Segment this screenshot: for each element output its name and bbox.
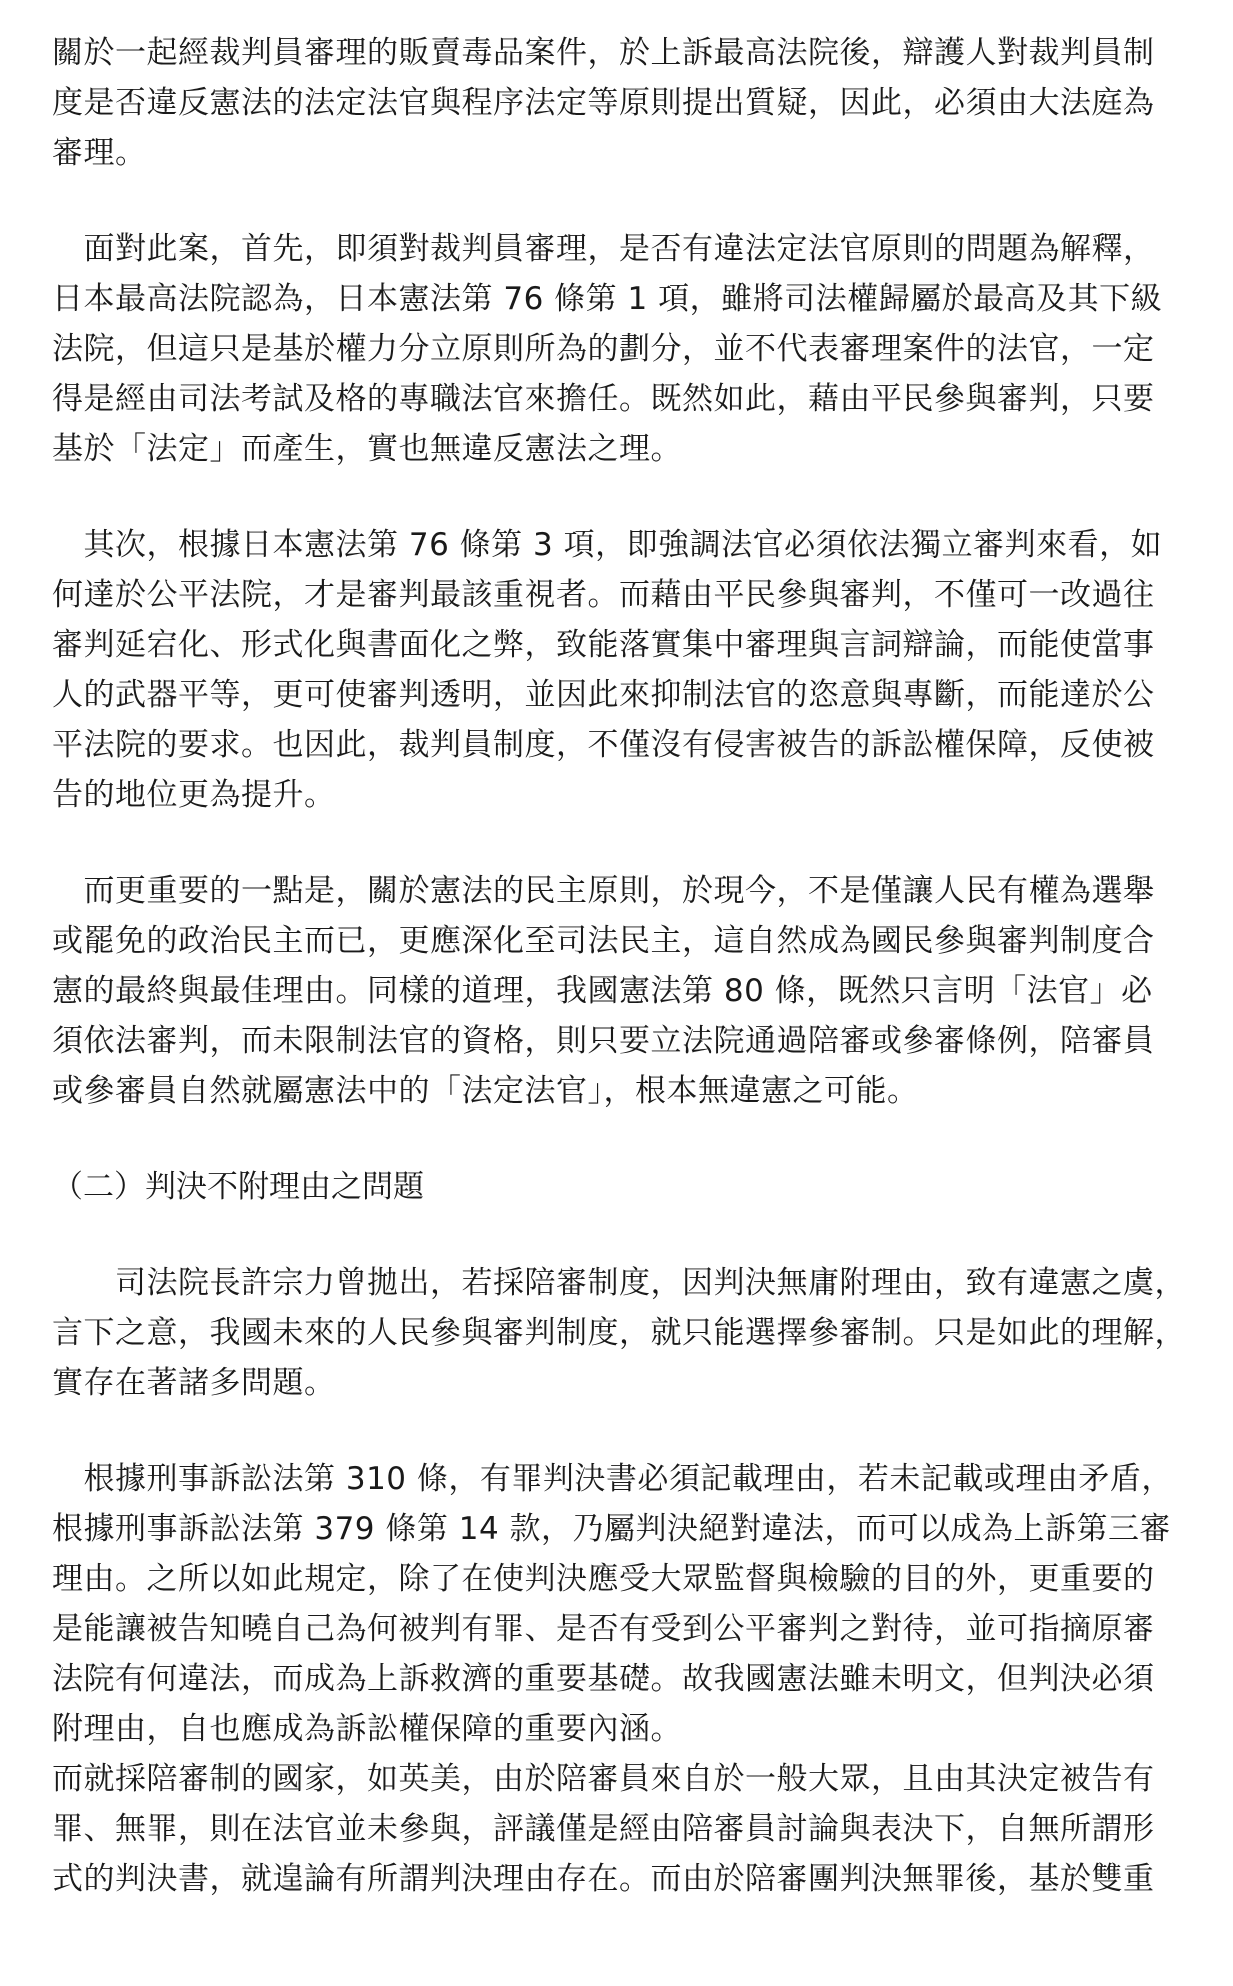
text-line: 得是經由司法考試及格的專職法官來擔任。既然如此，藉由平民參與審判，只要 xyxy=(52,381,1155,417)
text-line: 或罷免的政治民主而已，更應深化至司法民主，這自然成為國民參與審判制度合 xyxy=(52,923,1155,959)
text-line: 根據刑事訴訟法第 310 條，有罪判決書必須記載理由，若未記載或理由矛盾， xyxy=(52,1461,1173,1497)
document-page xyxy=(52,28,1202,1904)
text-line: 審理。 xyxy=(52,135,147,171)
text-line: 法院有何違法，而成為上訴救濟的重要基礎。故我國憲法雖未明文，但判決必須 xyxy=(52,1661,1155,1697)
text-line: 面對此案，首先，即須對裁判員審理，是否有違法定法官原則的問題為解釋， xyxy=(52,231,1155,267)
section-heading: （二）判決不附理由之問題 xyxy=(52,1169,424,1205)
paragraph-5 xyxy=(52,1258,1202,1408)
text-line: 式的判決書，就遑論有所謂判決理由存在。而由於陪審團判決無罪後，基於雙重 xyxy=(52,1861,1155,1897)
text-line: 基於「法定」而產生，實也無違反憲法之理。 xyxy=(52,431,682,467)
text-line: 人的武器平等，更可使審判透明，並因此來抑制法官的恣意與專斷，而能達於公 xyxy=(52,677,1155,713)
text-line: 審判延宕化、形式化與書面化之弊，致能落實集中審理與言詞辯論，而能使當事 xyxy=(52,627,1155,663)
text-line: 附理由，自也應成為訴訟權保障的重要內涵。 xyxy=(52,1711,682,1747)
text-line: 平法院的要求。也因此，裁判員制度，不僅沒有侵害被告的訴訟權保障，反使被 xyxy=(52,727,1155,763)
text-line: 日本最高法院認為，日本憲法第 76 條第 1 項，雖將司法權歸屬於最高及其下級 xyxy=(52,281,1163,317)
paragraph-1 xyxy=(52,28,1202,178)
text-line: 法院，但這只是基於權力分立原則所為的劃分，並不代表審理案件的法官，一定 xyxy=(52,331,1155,367)
paragraph-2 xyxy=(52,224,1202,474)
text-line: 言下之意，我國未來的人民參與審判制度，就只能選擇參審制。只是如此的理解， xyxy=(52,1315,1186,1351)
text-line: 根據刑事訴訟法第 379 條第 14 款，乃屬判決絕對違法，而可以成為上訴第三審 xyxy=(52,1511,1172,1547)
text-line: 何達於公平法院，才是審判最該重視者。而藉由平民參與審判，不僅可一改過往 xyxy=(52,577,1155,613)
paragraph-4 xyxy=(52,866,1202,1116)
paragraph-6 xyxy=(52,1454,1202,1754)
text-line: 理由。之所以如此規定，除了在使判決應受大眾監督與檢驗的目的外，更重要的 xyxy=(52,1561,1155,1597)
text-line: 憲的最終與最佳理由。同樣的道理，我國憲法第 80 條，既然只言明「法官」必 xyxy=(52,973,1153,1009)
paragraph-3 xyxy=(52,520,1202,820)
text-line: 罪、無罪，則在法官並未參與，評議僅是經由陪審員討論與表決下，自無所謂形 xyxy=(52,1811,1155,1847)
text-line: 告的地位更為提升。 xyxy=(52,777,336,813)
text-line: 是能讓被告知曉自己為何被判有罪、是否有受到公平審判之對待，並可指摘原審 xyxy=(52,1611,1155,1647)
text-line: 而更重要的一點是，關於憲法的民主原則，於現今，不是僅讓人民有權為選舉 xyxy=(52,873,1155,909)
text-line: 其次，根據日本憲法第 76 條第 3 項，即強調法官必須依法獨立審判來看，如 xyxy=(52,527,1163,563)
paragraph-7 xyxy=(52,1754,1202,1904)
text-line: 須依法審判，而未限制法官的資格，則只要立法院通過陪審或參審條例，陪審員 xyxy=(52,1023,1155,1059)
text-line: 而就採陪審制的國家，如英美，由於陪審員來自於一般大眾，且由其決定被告有 xyxy=(52,1761,1155,1797)
text-line: 司法院長許宗力曾拋出，若採陪審制度，因判決無庸附理由，致有違憲之虞， xyxy=(52,1265,1186,1301)
text-line: 或參審員自然就屬憲法中的「法定法官」，根本無違憲之可能。 xyxy=(52,1073,919,1109)
text-line: 實存在著諸多問題。 xyxy=(52,1365,336,1401)
text-line: 度是否違反憲法的法定法官與程序法定等原則提出質疑，因此，必須由大法庭為 xyxy=(52,85,1155,121)
text-line: 關於一起經裁判員審理的販賣毒品案件，於上訴最高法院後，辯護人對裁判員制 xyxy=(52,35,1155,71)
